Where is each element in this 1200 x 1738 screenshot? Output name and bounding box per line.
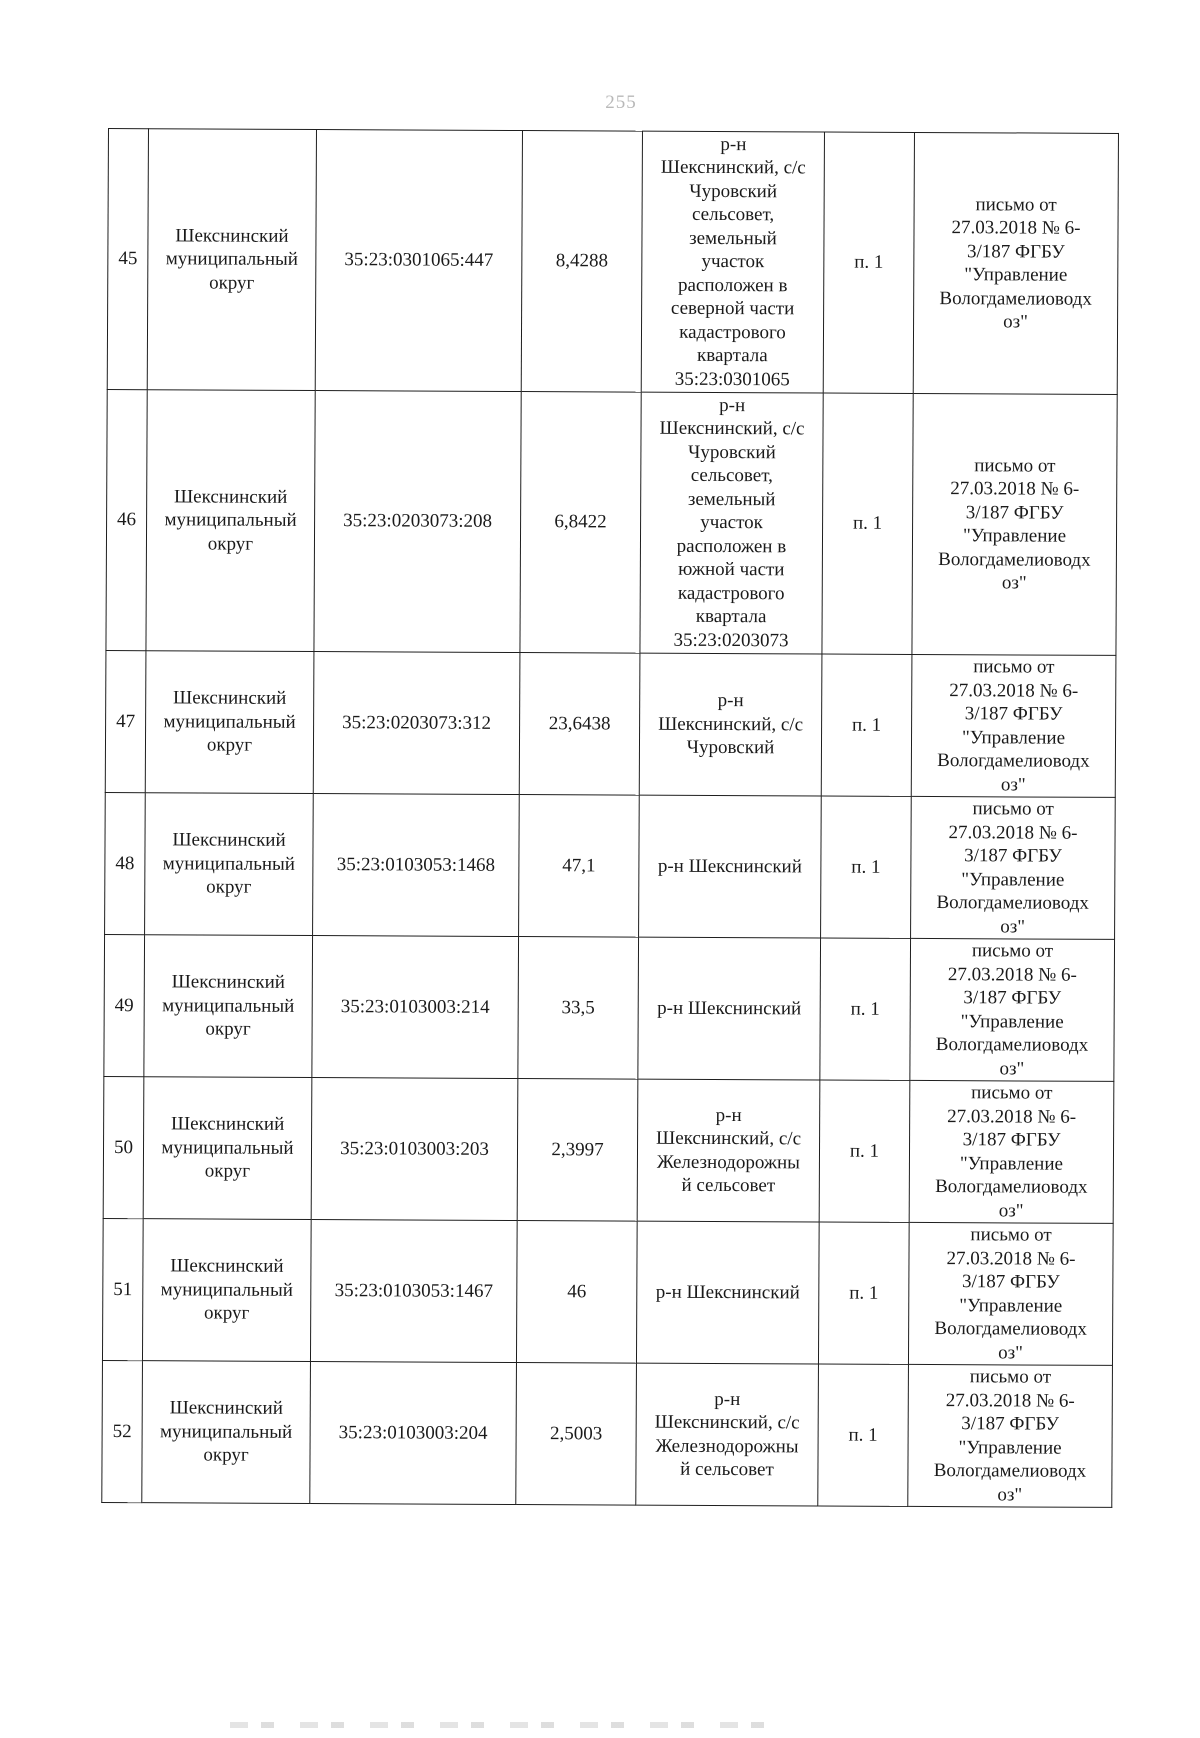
clause-cell: п. 1 <box>818 1364 909 1506</box>
cadastral-number-cell: 35:23:0301065:447 <box>315 130 522 392</box>
source-document-cell: письмо от 27.03.2018 № 6- 3/187 ФГБУ "Управление Вологдамелиоводх оз" <box>912 393 1117 655</box>
table-row <box>103 1076 1114 1223</box>
municipality-cell: Шекснинский муниципальный округ <box>142 1219 311 1362</box>
table-row <box>106 389 1117 655</box>
registry-table-container <box>101 128 1118 1508</box>
clause-cell: п. 1 <box>822 393 913 654</box>
address-cell: р-н Шекснинский, с/с Чуровский <box>639 653 822 796</box>
row-number: 49 <box>104 934 145 1076</box>
address-cell: р-н Шекснинский, с/с Железнодорожны й сельсовет <box>637 1079 820 1222</box>
area-cell: 8,4288 <box>521 131 642 393</box>
municipality-cell: Шекснинский муниципальный округ <box>145 651 314 794</box>
page-number: 255 <box>605 92 637 113</box>
row-number: 45 <box>107 129 148 390</box>
address-cell: р-н Шекснинский, с/с Железнодорожны й сельсовет <box>636 1363 819 1506</box>
table-row <box>102 1218 1113 1365</box>
row-number: 50 <box>103 1076 144 1218</box>
municipality-cell: Шекснинский муниципальный округ <box>145 793 314 936</box>
clause-cell: п. 1 <box>821 796 912 938</box>
table-row <box>105 650 1116 797</box>
cadastral-number-cell: 35:23:0103003:214 <box>312 936 519 1079</box>
cadastral-number-cell: 35:23:0103053:1467 <box>310 1220 517 1363</box>
municipality-cell: Шекснинский муниципальный округ <box>146 390 315 652</box>
address-cell: р-н Шекснинский <box>639 795 822 938</box>
table-row <box>104 934 1115 1081</box>
municipality-cell: Шекснинский муниципальный округ <box>143 1077 312 1220</box>
cadastral-number-cell: 35:23:0103003:204 <box>310 1362 517 1505</box>
table-row <box>107 129 1118 395</box>
source-document-cell: письмо от 27.03.2018 № 6- 3/187 ФГБУ "Управление Вологдамелиоводх оз" <box>908 1222 1113 1365</box>
source-document-cell: письмо от 27.03.2018 № 6- 3/187 ФГБУ "Управление Вологдамелиоводх оз" <box>910 938 1115 1081</box>
address-cell: р-н Шекснинский, с/с Чуровский сельсовет, земельный участок расположен в южной части кадастрового квартала 35:23:0203073 <box>640 392 823 654</box>
area-cell: 23,6438 <box>519 653 640 796</box>
source-document-cell: письмо от 27.03.2018 № 6- 3/187 ФГБУ "Управление Вологдамелиоводх оз" <box>911 796 1116 939</box>
cadastral-number-cell: 35:23:0103053:1468 <box>313 794 520 937</box>
cadastral-number-cell: 35:23:0203073:312 <box>313 652 520 795</box>
source-document-cell: письмо от 27.03.2018 № 6- 3/187 ФГБУ "Управление Вологдамелиоводх оз" <box>909 1080 1114 1223</box>
row-number: 51 <box>102 1218 143 1360</box>
row-number: 52 <box>102 1360 143 1502</box>
source-document-cell: письмо от 27.03.2018 № 6- 3/187 ФГБУ "Управление Вологдамелиоводх оз" <box>911 654 1116 797</box>
clause-cell: п. 1 <box>823 132 914 393</box>
source-document-cell: письмо от 27.03.2018 № 6- 3/187 ФГБУ "Управление Вологдамелиоводх оз" <box>908 1364 1113 1507</box>
cadastral-number-cell: 35:23:0103003:203 <box>311 1078 518 1221</box>
address-cell: р-н Шекснинский <box>638 937 821 1080</box>
land-plot-registry-table <box>101 128 1119 1508</box>
area-cell: 47,1 <box>519 795 640 938</box>
clause-cell: п. 1 <box>820 938 911 1080</box>
row-number: 48 <box>105 792 146 934</box>
table-row <box>105 792 1116 939</box>
source-document-cell: письмо от 27.03.2018 № 6- 3/187 ФГБУ "Управление Вологдамелиоводх оз" <box>913 132 1118 394</box>
table-row <box>102 1360 1113 1507</box>
area-cell: 6,8422 <box>520 392 641 654</box>
clause-cell: п. 1 <box>821 654 912 796</box>
address-cell: р-н Шекснинский <box>636 1221 819 1364</box>
municipality-cell: Шекснинский муниципальный округ <box>147 129 316 391</box>
area-cell: 2,5003 <box>516 1363 637 1506</box>
area-cell: 2,3997 <box>517 1079 638 1222</box>
address-cell: р-н Шекснинский, с/с Чуровский сельсовет, земельный участок расположен в северной части кадастрового квартала 35:23:0301065 <box>641 131 824 393</box>
municipality-cell: Шекснинский муниципальный округ <box>142 1361 311 1504</box>
row-number: 47 <box>105 650 146 792</box>
clause-cell: п. 1 <box>818 1222 909 1364</box>
clause-cell: п. 1 <box>819 1080 910 1222</box>
cadastral-number-cell: 35:23:0203073:208 <box>314 391 521 653</box>
scan-artifact <box>230 1722 790 1728</box>
area-cell: 33,5 <box>518 937 639 1080</box>
row-number: 46 <box>106 389 147 650</box>
municipality-cell: Шекснинский муниципальный округ <box>144 935 313 1078</box>
area-cell: 46 <box>516 1221 637 1364</box>
